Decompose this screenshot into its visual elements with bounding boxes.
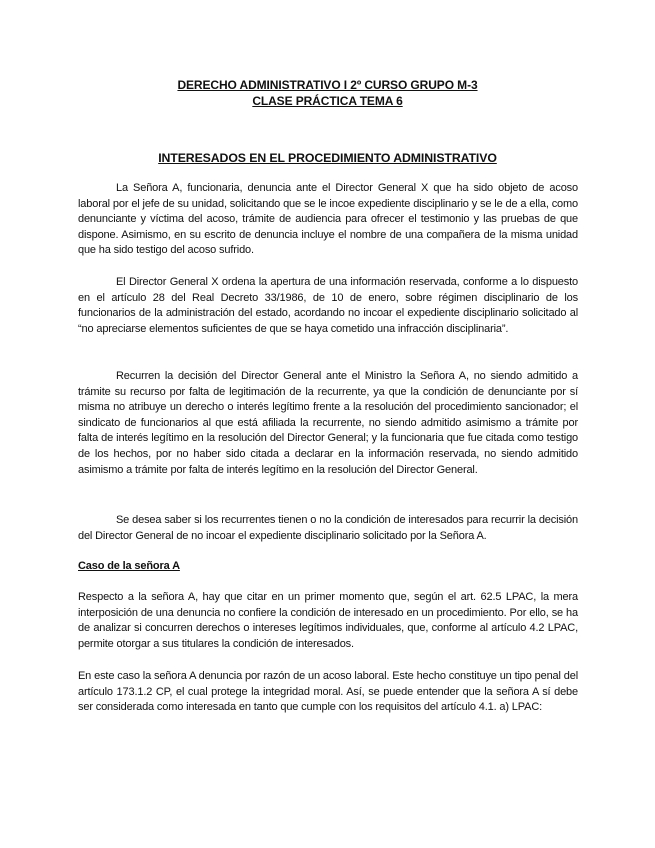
- statement-paragraph-1: [78, 181, 578, 259]
- section-title: INTERESADOS EN EL PROCEDIMIENTO ADMINISTRATIVO: [158, 151, 497, 165]
- class-header: CLASE PRÁCTICA TEMA 6: [252, 94, 403, 108]
- answer-paragraph-1: [78, 590, 578, 652]
- paragraph-text: Se desea saber si los recurrentes tienen o no la condición de interesados para recurrir la decisión del Director General de no incoar el expediente disciplinario solicitado por la Señora A.: [78, 514, 578, 542]
- paragraph-text: La Señora A, funcionaria, denuncia ante el Director General X que ha sido objeto de acoso laboral por el jefe de su unidad, solicitando que se le incoe expediente disciplinario y se le de a ella, como denunciante y víctima del acoso, trámite de audiencia para ofrecer el testimonio y las pruebas de que dispone. Asimismo, en su escrito de denuncia incluye el nombre de una compañera de la misma unidad que ha sido testigo del acoso sufrido.: [78, 182, 578, 257]
- statement-paragraph-2: [78, 275, 578, 337]
- statement-paragraph-4: [78, 513, 578, 544]
- answer-paragraph-2: [78, 669, 578, 716]
- case-subheading: Caso de la señora A: [78, 560, 180, 572]
- paragraph-text: El Director General X ordena la apertura de una información reservada, conforme a lo dispuesto en el artículo 28 del Real Decreto 33/1986, de 10 de enero, sobre régimen disciplinario de los funcionarios de la administración del estado, acordando no incoar el expediente disciplinario solicitado al “no apreciarse elementos suficientes de que se haya cometido una infracción disciplinaria”.: [78, 276, 578, 335]
- statement-paragraph-3: [78, 369, 578, 478]
- paragraph-text: En este caso la señora A denuncia por razón de un acoso laboral. Este hecho constituye un tipo penal del artículo 173.1.2 CP, el cual protege la integridad moral. Así, se puede entender que la señora A sí debe ser considerada como interesada en tanto que cumple con los requisitos del artículo 4.1. a) LPAC:: [78, 670, 578, 714]
- course-header: DERECHO ADMINISTRATIVO I 2º CURSO GRUPO M-3: [177, 78, 478, 92]
- paragraph-text: Respecto a la señora A, hay que citar en un primer momento que, según el art. 62.5 LPAC, la mera interposición de una denuncia no confiere la condición de interesado en un procedimiento. Por ello, se ha de analizar si concurren derechos o intereses legítimos individuales, que, conforme al artículo 4.2 LPAC, permite otorgar a sus titulares la condición de interesados.: [78, 591, 578, 650]
- paragraph-text: Recurren la decisión del Director General ante el Ministro la Señora A, no siendo admitido a trámite su recurso por falta de legitimación de la recurrente, ya que la condición de denunciante por sí misma no atribuye un derecho o interés legítimo frente a la resolución del procedimiento sancionador; el sindicato de funcionarios al que está afiliada la recurrente, no siendo admitido asimismo a trámite por falta de interés legítimo en la resolución del Director General; y la funcionaria que fue citada como testigo de los hechos, por no haber sido citada a declarar en la información reservada, no siendo admitido asimismo a trámite por falta de interés legítimo en la resolución del Director General.: [78, 370, 578, 476]
